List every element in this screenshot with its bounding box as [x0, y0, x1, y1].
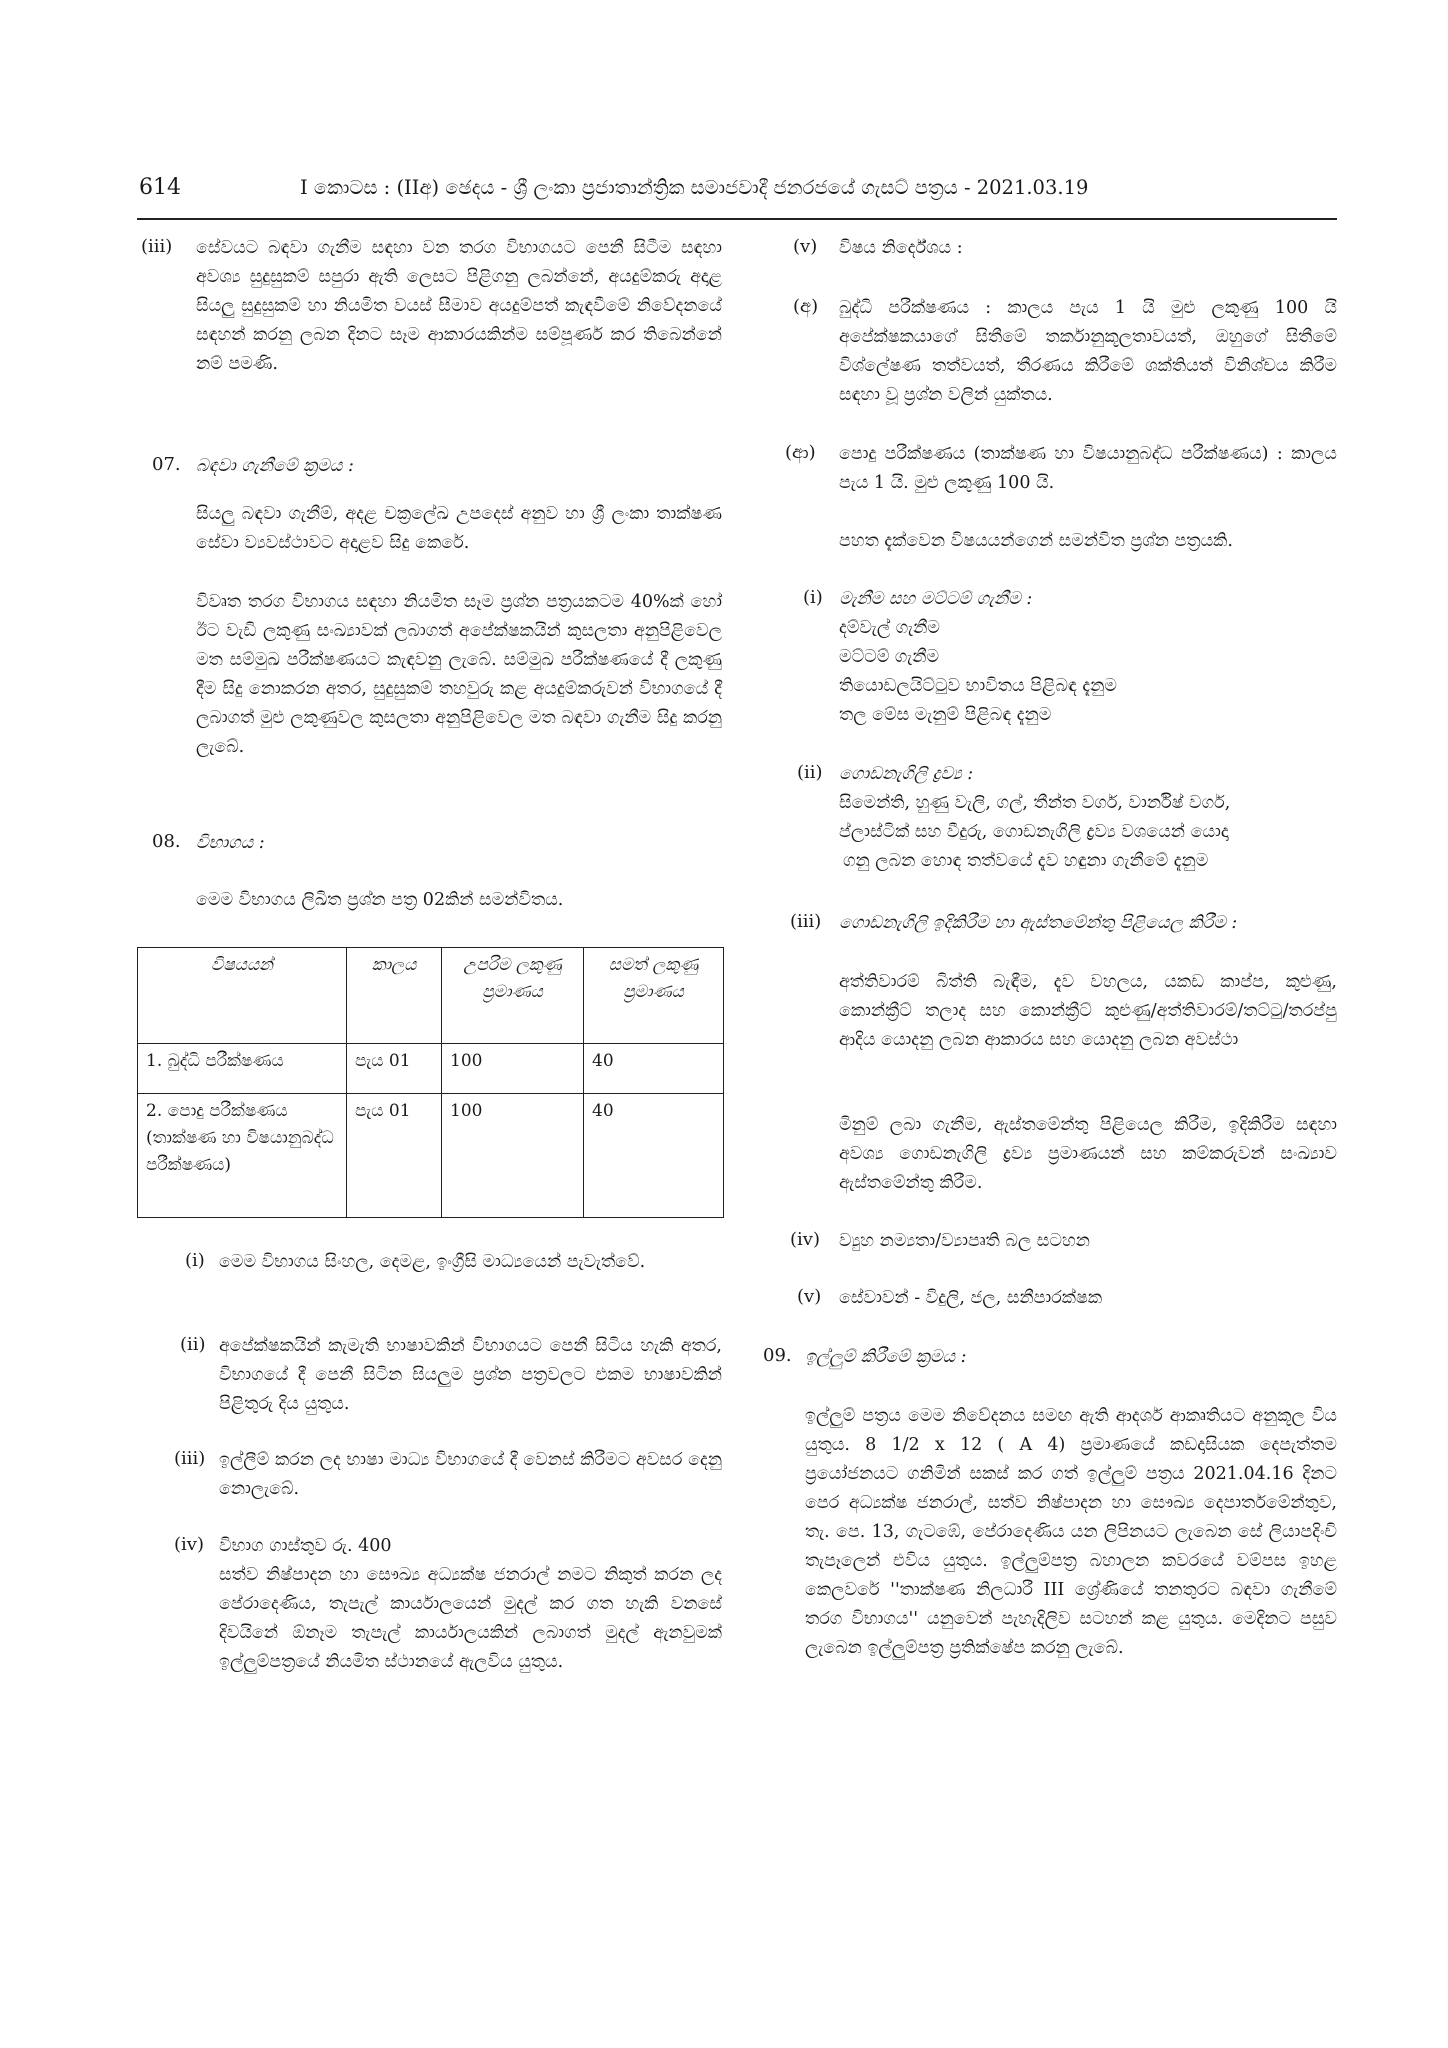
sub-a-text: බුද්ධි පරීක්ෂණය : කාලය පැය 1 යි මුළු ලකුණු 100 යි අපේක්ෂකයාගේ සිතීමේ තර්කානුකූලතාවයත්, ඔහුගේ සිතීමේ විශ්ලේෂණ තත්වයත්, තීරණය කිරීමේ ශක්තියත් විනිශ්චය කිරීම සඳහා වූ ප්‍රශ්න වලින් යුක්තය.	[839, 298, 1337, 405]
exam-table-wrapper	[137, 947, 724, 1218]
note-iii-label: (iii)	[174, 1448, 206, 1469]
topic-iv-label: (iv)	[790, 1229, 820, 1250]
section-09-title: ඉල්ලුම් කිරීමේ ක්‍රමය :	[805, 1347, 967, 1367]
section-07-paragraph-2: විවෘත තරග විභාගය සඳහා නියමිත සෑම ප්‍රශ්න පත්‍රයකටම 40%ක් හෝ ඊට වැඩි ලකුණු සංඛ්‍යාවක් ලබාගත් අපේක්ෂකයින් කුසලතා අනුපිළිවෙල මත සම්මුඛ පරීක්ෂණයට කැඳවනු ලැබේ. සම්මුඛ පරීක්ෂණයේ දී ලකුණු දීම සිදු නොකරන අතර, සුදුසුකම් තහවුරු කළ අයදුම්කරුවන් විභාගයේ දී ලබාගත් මුළු ලකුණුවල කුසලතා අනුපිළිවෙල මත බඳවා ගැනීම සිදු කරනු ලැබේ.	[196, 592, 722, 757]
sub-aa-text: පොදු පරීක්ෂණය (තාක්ෂණ හා විෂයානුබද්ධ පරීක්ෂණය) : කාලය පැය 1 යි. මුළු ලකුණු 100 යි.	[839, 444, 1337, 493]
note-iv-heading: විභාග ගාස්තුව රු. 400	[219, 1536, 392, 1556]
table-cell-max: 100	[442, 1094, 584, 1218]
section-08-number: 08.	[152, 831, 181, 852]
topic-ii-line: ප්ලාස්ටික් සහ වීදුරු, ගොඩනැගිලි ද්‍රව්‍ය වශයෙන් යොදා	[839, 822, 1229, 842]
section-08-paragraph: මෙම විභාගය ලිඛිත ප්‍රශ්න පත්‍ර 02කින් සමන්විතය.	[196, 890, 564, 910]
topic-ii-line: ගනු ලබන හොඳ තත්වයේ දැව හඳුනා ගැනීමේ දැනුම	[843, 851, 1209, 871]
table-header-row	[138, 948, 724, 1044]
topic-ii-line: සිමෙන්ති, හුණු වැලි, ගල්, තීන්ත වර්ග, වාර්නිෂ් වර්ග,	[839, 793, 1231, 813]
table-cell-pass: 40	[584, 1094, 724, 1218]
gazette-header-title: I කොටස : (IIඅ) ඡෙදය - ශ්‍රී ලංකා ප්‍රජාතාන්ත්‍රික සමාජවාදී ජනරජයේ ගැසට් පත්‍රය - 2021.03.19	[300, 176, 1089, 199]
note-ii-text: අපේක්ෂකයින් කැමැති භාෂාවකින් විභාගයට පෙනී සිටිය හැකි අතර, විභාගයේ දී පෙනී සිටින සියලුම ප්‍රශ්න පත්‍රවලට එකම භාෂාවකින් පිළිතුරු දිය යුතුය.	[219, 1336, 722, 1414]
table-row	[138, 1044, 724, 1094]
table-cell-time: පැය 01	[347, 1094, 442, 1218]
note-ii-label: (ii)	[180, 1334, 206, 1355]
topic-i-line: මට්ටම් ගැනීම	[839, 647, 940, 667]
table-cell-subject: 2. පොදු පරීක්ෂණය (තාක්ෂණ හා විෂයානුබද්ධ පරීක්ෂණය)	[138, 1094, 347, 1218]
item-v-label: (v)	[793, 236, 818, 257]
table-row	[138, 1094, 724, 1218]
section-07-paragraph-1: සියලු බඳවා ගැනීම්, අදළ චක්‍රලේඛ උපදෙස් අනුව හා ශ්‍රී ලංකා තාක්ෂණ සේවා ව්‍යවස්ථාවට අදාළව සිදු කෙරේ.	[196, 504, 722, 553]
section-09-number: 09.	[763, 1345, 792, 1366]
table-cell-time: පැය 01	[347, 1044, 442, 1094]
topic-ii-title: ගොඩනැගිලි ද්‍රව්‍ය :	[839, 764, 974, 784]
table-header-subjects: විෂයයන්	[138, 948, 347, 1044]
note-i-label: (i)	[185, 1250, 205, 1271]
note-iv-label: (iv)	[174, 1534, 204, 1555]
topic-i-line: තියොඩලයිට්ටුව භාවිතය පිළිබඳ දැනුම	[839, 676, 1117, 696]
section-08-title: විභාගය :	[196, 833, 265, 853]
section-07-title: බඳවා ගැනීමේ ක්‍රමය :	[196, 456, 354, 476]
section-07-number: 07.	[152, 454, 181, 475]
topic-iii-title: ගොඩනැගිලි ඉදිකිරීම හා ඇස්තමේන්තු පිළියෙල කිරීම :	[839, 913, 1238, 933]
sub-aa-paragraph-2: පහත දැක්වෙන විෂයයන්ගෙන් සමන්විත ප්‍රශ්න පත්‍රයකි.	[839, 531, 1233, 551]
note-iv-text: සත්ව නිෂ්පාදන හා සෞඛ්‍ය අධ්‍යක්ෂ ජනරාල් නමට නිකුත් කරන ලද පේරාදෙණිය, තැපැල් කාර්යාලයෙන් මුදල් කර ගත හැකි වනසේ දිවයිනේ ඕනෑම තැපැල් කාර්යාලයකින් ලබාගත් මුදල් ඇනවුමක් ඉල්ලුම්පත්‍රයේ නියමිත ස්ථානයේ ඇලවිය යුතුය.	[219, 1565, 722, 1672]
table-cell-subject: 1. බුද්ධි පරීක්ෂණය	[138, 1044, 347, 1094]
exam-table	[137, 947, 724, 1218]
header-rule	[137, 218, 1337, 220]
section-09-text: ඉල්ලුම් පත්‍රය මෙම නිවේදනය සමඟ ඇති ආදර්ශ ආකෘතියට අනුකූල විය යුතුය. 8 1/2 x 12 ( A 4) ප්‍රමාණයේ කඩදාසියක දෙපැත්තම ප්‍රයෝජනයට ගනිමින් සකස් කර ගත් ඉල්ලුම් පත්‍රය 2021.04.16 දිනට පෙර අධ්‍යක්ෂ ජනරාල්, සත්ව නිෂ්පාදන හා සෞඛ්‍ය දෙපාර්තමේන්තුව, තැ. පෙ. 13, ගැටඹේ, පේරාදෙණිය යන ලිපිනයට ලැබෙන සේ ලියාපදිංචි තැපෑලෙන් එවිය යුතුය. ඉල්ලුම්පත්‍ර බහාලන කවරයේ වම්පස ඉහළ කෙලවරේ ''තාක්ෂණ නිලධාරී III ශ්‍රේණියේ තනතුරට බඳවා ගැනීමේ තරග විභාගය'' යනුවෙන් පැහැදිලිව සටහන් කළ යුතුය. මෙදිනට පසුව ලැබෙන ඉල්ලුම්පත්‍ර ප්‍රතික්ෂේප කරනු ලැබේ.	[805, 1406, 1337, 1658]
topic-i-line: දම්වැල් ගැනීම	[839, 618, 940, 638]
topic-iii-paragraph-2: මිනුම් ලබා ගැනීම, ඇස්තමේන්තු පිළියෙල කිරීම, ඉදිකිරීම සඳහා අවශ්‍ය ගොඩනැගිලි ද්‍රව්‍ය ප්‍රමාණයන් සහ කම්කරුවන් සංඛ්‍යාව ඇස්තමේන්තු කිරීම.	[839, 1115, 1337, 1193]
item-v-title: විෂය නිර්දේශය :	[839, 238, 963, 258]
table-header-time: කාලය	[347, 948, 442, 1044]
topic-i-label: (i)	[803, 587, 823, 608]
topic-v-text: සේවාවන් - විදුලි, ජල, සනීපාරක්ෂක	[839, 1288, 1103, 1308]
topic-ii-label: (ii)	[797, 762, 823, 783]
page-number: 614	[139, 175, 181, 200]
note-i-text: මෙම විභාගය සිංහල, දෙමළ, ඉංග්‍රීසි මාධ්‍යයෙන් පැවැත්වේ.	[219, 1252, 646, 1272]
topic-iv-text: ව්‍යුහ නම්‍යතා/ව්‍යාපෘති බල සටහන	[839, 1231, 1090, 1251]
table-header-pass-marks: සමත් ලකුණු ප්‍රමාණය	[584, 948, 724, 1044]
table-cell-max: 100	[442, 1044, 584, 1094]
topic-i-line: තල මේස මැනුම් පිළිබඳ දැනුම	[839, 705, 1052, 725]
topic-iii-label: (iii)	[790, 911, 822, 932]
item-iii-label: (iii)	[141, 236, 173, 257]
topic-iii-paragraph-1: අත්තිවාරම් බිත්ති බැඳීම, දැව වහලය, යකඩ කාප්ප, කුළුණු, කොන්ක්‍රීට් තලාද සහ කොන්ක්‍රීට් කුළුණු/අත්තිවාරම්/තට්ටු/තරප්පු ආදිය යොදනු ලබන ආකාරය සහ යොදනු ලබන අවස්ථා	[839, 972, 1337, 1050]
table-header-max-marks: උපරිම ලකුණු ප්‍රමාණය	[442, 948, 584, 1044]
topic-v-label: (v)	[797, 1286, 822, 1307]
note-iii-text: ඉල්ලීම් කරන ලද භාෂා මාධ්‍ය විභාගයේ දී වෙනස් කිරීමට අවසර දෙනු නොලැබේ.	[219, 1450, 722, 1499]
topic-i-title: මැනීම සහ මට්ටම් ගැනීම :	[839, 589, 1033, 609]
sub-a-label: (අ)	[793, 296, 819, 317]
sub-aa-label: (ආ)	[785, 442, 816, 463]
item-iii-text: සේවයට බඳවා ගැනීම සඳහා වන තරග විභාගයට පෙනී සිටීම සඳහා අවශ්‍ය සුදුසුකම් සපුරා ඇති ලෙසට පිළිගනු ලබන්නේ, අයදුම්කරු අදාළ සියලු සුදුසුකම් හා නියමිත වයස් සීමාව අයදුම්පත් කැඳවීමේ නිවේදනයේ සඳහන් කරනු ලබන දිනට සෑම ආකාරයකින්ම සම්පූර්ණ කර තිබෙන්නේ නම් පමණි.	[196, 238, 722, 374]
table-cell-pass: 40	[584, 1044, 724, 1094]
